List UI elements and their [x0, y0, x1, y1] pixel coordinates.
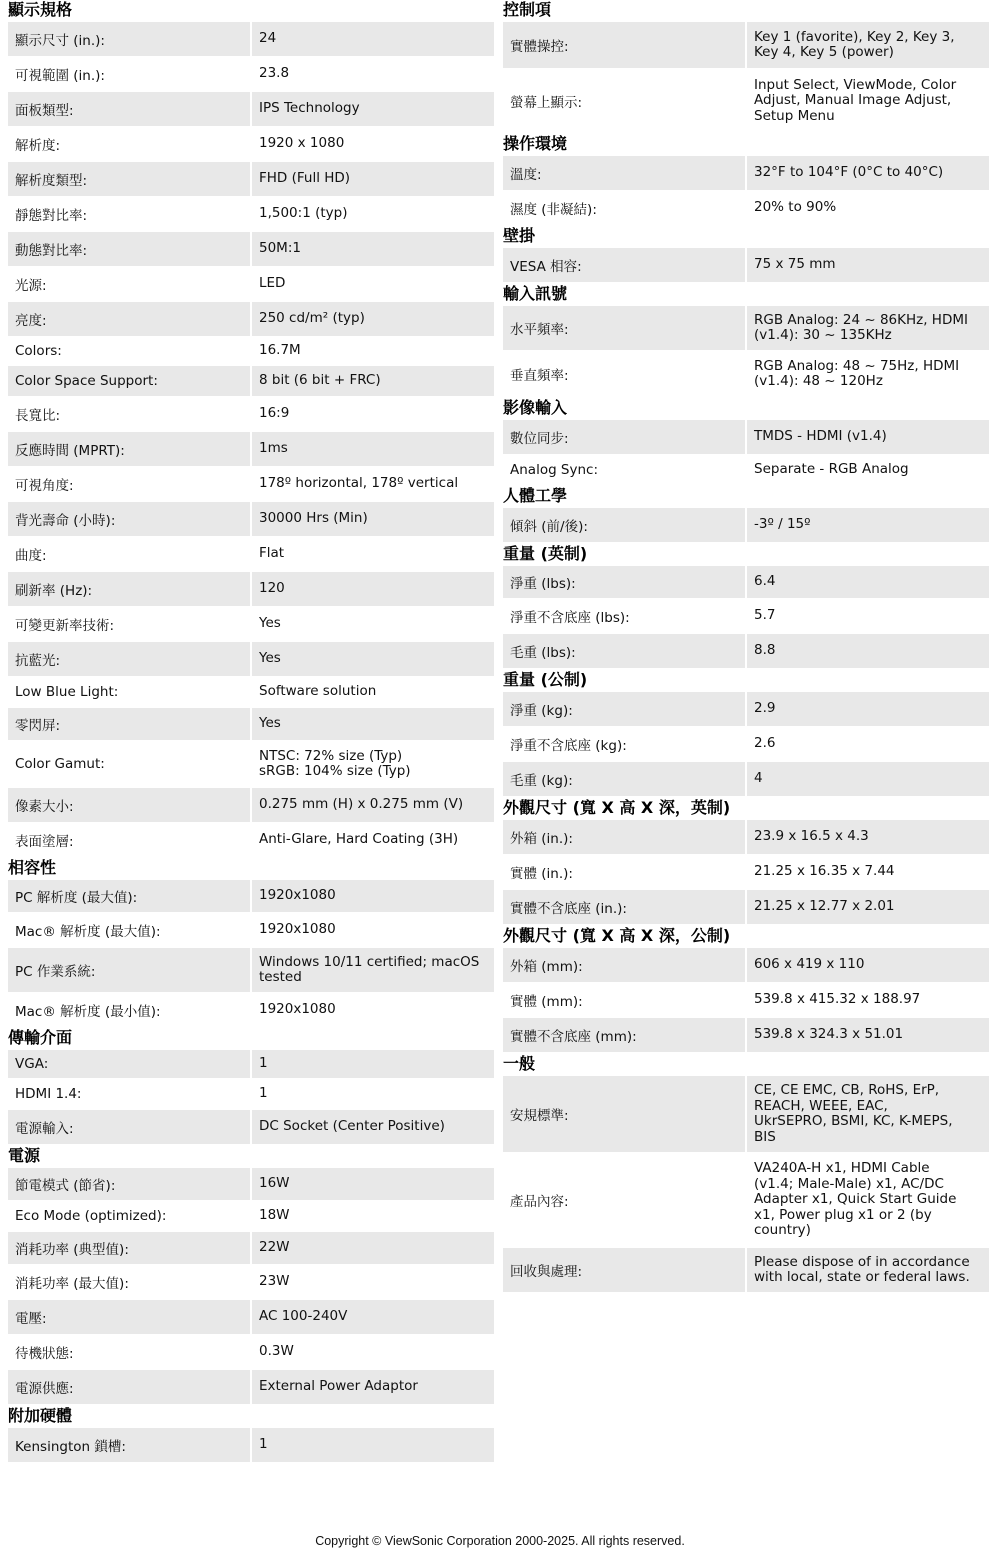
spec-value: Windows 10/11 certified; macOS tested: [259, 953, 480, 985]
spec-row: [8, 1168, 494, 1200]
spec-label: 回收與處理:: [503, 1248, 747, 1292]
spec-label: HDMI 1.4:: [15, 1086, 82, 1102]
spec-value: RGB Analog: 24 ~ 86KHz, HDMI (v1.4): 30 ~ 135KHz: [754, 311, 968, 343]
spec-value: AC 100-240V: [259, 1308, 348, 1325]
spec-row: [503, 22, 989, 68]
spec-row: [8, 742, 494, 786]
section-title: 傳輸介面: [8, 1028, 73, 1047]
spec-label: 解析度類型:: [8, 162, 252, 196]
spec-label: 溫度:: [503, 156, 747, 190]
spec-row: [8, 572, 494, 606]
spec-label: 淨重 (lbs):: [503, 566, 747, 598]
spec-row: [503, 1076, 989, 1152]
spec-row: [503, 456, 989, 484]
spec-value: Yes: [259, 615, 281, 632]
spec-label: 零閃屏:: [8, 708, 252, 740]
spec-value: -3º / 15º: [754, 516, 811, 533]
spec-label: Low Blue Light:: [15, 684, 119, 700]
spec-label: 電源供應:: [8, 1370, 252, 1404]
spec-value: External Power Adaptor: [259, 1378, 418, 1395]
spec-value: 8 bit (6 bit + FRC): [259, 372, 381, 389]
spec-row: [8, 788, 494, 822]
spec-row: [8, 198, 494, 230]
spec-label: 背光壽命 (小時):: [8, 502, 252, 536]
spec-row: [503, 600, 989, 632]
spec-value: 1920x1080: [259, 1001, 336, 1018]
spec-row: [8, 338, 494, 364]
spec-row: [503, 634, 989, 668]
section-title: 一般: [503, 1054, 536, 1073]
spec-label: 解析度:: [15, 138, 61, 154]
spec-value: 4: [754, 770, 763, 787]
spec-label: 面板類型:: [8, 92, 252, 126]
spec-label: 毛重 (kg):: [503, 762, 747, 796]
spec-label: 淨重不含底座 (lbs):: [510, 610, 630, 626]
spec-label: 像素大小:: [8, 788, 252, 822]
spec-label: 實體 (in.):: [510, 866, 573, 882]
copyright-footer: Copyright © ViewSonic Corporation 2000-2025. All rights reserved.: [315, 1534, 685, 1548]
section-title: 操作環境: [503, 134, 568, 153]
spec-label: 表面塗層:: [15, 834, 74, 850]
section-title: 輸入訊號: [503, 284, 568, 303]
spec-row: [8, 824, 494, 856]
spec-value: 0.275 mm (H) x 0.275 mm (V): [259, 796, 464, 813]
spec-row: [503, 692, 989, 726]
spec-value: Software solution: [259, 683, 377, 700]
spec-value: 23.9 x 16.5 x 4.3: [754, 828, 869, 845]
spec-row: [8, 302, 494, 336]
spec-value: 1: [259, 1055, 268, 1072]
spec-row: [8, 538, 494, 570]
spec-value: Separate - RGB Analog: [754, 461, 909, 478]
spec-row: [8, 128, 494, 160]
spec-value: 21.25 x 16.35 x 7.44: [754, 863, 895, 880]
spec-value: Input Select, ViewMode, Color Adjust, Manual Image Adjust, Setup Menu: [754, 76, 957, 124]
section-title: 相容性: [8, 858, 57, 877]
spec-value: 1: [259, 1085, 268, 1102]
spec-row: [503, 1154, 989, 1246]
spec-value: 16.7M: [259, 342, 301, 359]
spec-value: 0.3W: [259, 1343, 294, 1360]
spec-row: [8, 432, 494, 466]
spec-row: [8, 92, 494, 126]
spec-label: 產品內容:: [510, 1194, 569, 1210]
spec-label: Colors:: [15, 343, 62, 359]
spec-label: 亮度:: [8, 302, 252, 336]
spec-row: [8, 1110, 494, 1144]
spec-value: Flat: [259, 545, 285, 562]
spec-label: 數位同步:: [503, 420, 747, 454]
spec-label: 淨重不含底座 (kg):: [510, 738, 627, 754]
spec-row: [8, 58, 494, 90]
spec-row: [503, 156, 989, 190]
spec-value: 1,500:1 (typ): [259, 205, 348, 222]
spec-label: 電壓:: [8, 1300, 252, 1334]
spec-label: 靜態對比率:: [15, 208, 88, 224]
spec-row: [8, 468, 494, 500]
spec-value: 18W: [259, 1207, 290, 1224]
spec-value: 2.9: [754, 700, 776, 717]
spec-value: FHD (Full HD): [259, 170, 351, 187]
spec-label: 垂直頻率:: [510, 368, 569, 384]
spec-label: 螢幕上顯示:: [510, 95, 583, 111]
spec-label: 淨重 (kg):: [503, 692, 747, 726]
spec-label: 水平頻率:: [503, 306, 747, 350]
spec-row: [503, 1018, 989, 1052]
spec-value: 8.8: [754, 642, 776, 659]
spec-row: [503, 420, 989, 454]
spec-label: 實體不含底座 (mm):: [503, 1018, 747, 1052]
spec-value: 6.4: [754, 573, 776, 590]
spec-row: [8, 366, 494, 396]
spec-value: 539.8 x 324.3 x 51.01: [754, 1026, 904, 1043]
spec-value: 16W: [259, 1175, 290, 1192]
spec-row: [8, 914, 494, 946]
section-title: 影像輸入: [503, 398, 568, 417]
spec-value: Key 1 (favorite), Key 2, Key 3, Key 4, Key 5 (power): [754, 28, 955, 60]
spec-row: [8, 1428, 494, 1462]
spec-value: RGB Analog: 48 ~ 75Hz, HDMI (v1.4): 48 ~ 120Hz: [754, 357, 960, 389]
spec-row: [8, 1232, 494, 1264]
spec-label: Analog Sync:: [510, 462, 599, 478]
spec-value: Yes: [259, 650, 281, 667]
spec-label: 待機狀態:: [15, 1346, 74, 1362]
section-title: 電源: [8, 1146, 41, 1165]
spec-label: 抗藍光:: [8, 642, 252, 676]
spec-row: [8, 948, 494, 992]
spec-row: [503, 948, 989, 982]
spec-row: [8, 1080, 494, 1108]
spec-label: 實體 (mm):: [510, 994, 583, 1010]
spec-row: [8, 162, 494, 196]
spec-value: TMDS - HDMI (v1.4): [754, 428, 887, 445]
spec-row: [503, 306, 989, 350]
spec-label: 反應時間 (MPRT):: [8, 432, 252, 466]
spec-value: 32°F to 104°F (0°C to 40°C): [754, 164, 944, 181]
spec-value: 24: [259, 30, 277, 47]
spec-value: Please dispose of in accordance with local, state or federal laws.: [754, 1253, 970, 1285]
right-spec-column: [503, 0, 989, 1292]
spec-label: Eco Mode (optimized):: [15, 1208, 167, 1224]
spec-label: 節電模式 (節省):: [8, 1168, 252, 1200]
spec-row: [8, 1050, 494, 1078]
spec-label: 曲度:: [15, 548, 47, 564]
spec-label: VGA:: [8, 1050, 252, 1078]
spec-label: 實體不含底座 (in.):: [503, 890, 747, 924]
spec-value: 20% to 90%: [754, 199, 837, 216]
spec-row: [8, 708, 494, 740]
spec-row: [8, 1336, 494, 1368]
spec-value: VA240A-H x1, HDMI Cable (v1.4; Male-Male) x1, AC/DC Adapter x1, Quick Start Guide x1, Power plug x1 or 2 (by country): [754, 1160, 957, 1239]
spec-value: 1920x1080: [259, 921, 336, 938]
spec-row: [8, 642, 494, 676]
spec-value: Yes: [259, 715, 281, 732]
section-title: 附加硬體: [8, 1406, 73, 1425]
spec-row: [503, 856, 989, 888]
spec-row: [503, 192, 989, 224]
spec-label: 可變更新率技術:: [15, 618, 115, 634]
spec-row: [8, 1370, 494, 1404]
section-title: 人體工學: [503, 486, 568, 505]
spec-row: [503, 762, 989, 796]
spec-value: 23W: [259, 1273, 290, 1290]
spec-value: 1920 x 1080: [259, 135, 345, 152]
spec-row: [503, 890, 989, 924]
spec-label: Color Gamut:: [15, 756, 105, 772]
section-title: 外觀尺寸 (寬 X 高 X 深，英制): [503, 798, 731, 817]
spec-value: 23.8: [259, 65, 290, 82]
spec-row: [8, 1300, 494, 1334]
spec-row: [503, 820, 989, 854]
section-title: 壁掛: [503, 226, 536, 245]
spec-label: Kensington 鎖槽:: [8, 1428, 252, 1462]
spec-label: 濕度 (非凝結):: [510, 202, 597, 218]
spec-label: 安規標準:: [503, 1076, 747, 1152]
spec-value: 75 x 75 mm: [754, 256, 836, 273]
spec-value: 50M:1: [259, 240, 301, 257]
spec-value: 120: [259, 580, 285, 597]
spec-label: 毛重 (lbs):: [503, 634, 747, 668]
spec-value: 606 x 419 x 110: [754, 956, 865, 973]
spec-value: LED: [259, 275, 286, 292]
spec-value: Anti-Glare, Hard Coating (3H): [259, 831, 459, 848]
spec-value: DC Socket (Center Positive): [259, 1118, 445, 1135]
spec-label: 外箱 (mm):: [503, 948, 747, 982]
spec-row: [503, 248, 989, 282]
spec-row: [8, 678, 494, 706]
spec-row: [8, 398, 494, 430]
spec-row: [503, 508, 989, 542]
spec-row: [503, 352, 989, 396]
spec-row: [8, 22, 494, 56]
spec-label: VESA 相容:: [503, 248, 747, 282]
section-title: 顯示規格: [8, 0, 73, 19]
spec-label: 可視範圍 (in.):: [15, 68, 105, 84]
spec-label: 刷新率 (Hz):: [8, 572, 252, 606]
spec-label: 外箱 (in.):: [503, 820, 747, 854]
spec-value: CE, CE EMC, CB, RoHS, ErP, REACH, WEEE, EAC, UkrSEPRO, BSMI, KC, K-MEPS, BIS: [754, 1082, 953, 1145]
spec-row: [503, 728, 989, 760]
spec-label: 長寬比:: [15, 408, 61, 424]
spec-label: 傾斜 (前/後):: [503, 508, 747, 542]
spec-label: 電源輸入:: [8, 1110, 252, 1144]
spec-row: [8, 502, 494, 536]
spec-value: 1ms: [259, 440, 288, 457]
spec-value: 178º horizontal, 178º vertical: [259, 475, 459, 492]
spec-label: 消耗功率 (最大值):: [15, 1276, 129, 1292]
spec-value: 2.6: [754, 735, 776, 752]
section-title: 控制項: [503, 0, 552, 19]
spec-value: 22W: [259, 1239, 290, 1256]
left-spec-column: [8, 0, 494, 1462]
spec-value: 1920x1080: [259, 887, 336, 904]
spec-value: 250 cd/m² (typ): [259, 310, 365, 327]
spec-value: 1: [259, 1436, 268, 1453]
spec-value: 21.25 x 12.77 x 2.01: [754, 898, 895, 915]
spec-label: PC 作業系統:: [8, 948, 252, 992]
spec-row: [8, 994, 494, 1026]
spec-row: [503, 566, 989, 598]
spec-row: [8, 608, 494, 640]
spec-label: Mac® 解析度 (最小值):: [15, 1004, 161, 1020]
spec-label: 消耗功率 (典型值):: [8, 1232, 252, 1264]
spec-label: 光源:: [15, 278, 47, 294]
spec-label: 實體操控:: [503, 22, 747, 68]
spec-label: Mac® 解析度 (最大值):: [15, 924, 161, 940]
spec-row: [8, 232, 494, 266]
section-title: 重量 (公制): [503, 670, 588, 689]
spec-label: 顯示尺寸 (in.):: [8, 22, 252, 56]
spec-label: 動態對比率:: [8, 232, 252, 266]
spec-value: 5.7: [754, 607, 776, 624]
section-title: 重量 (英制): [503, 544, 588, 563]
spec-value: 30000 Hrs (Min): [259, 510, 368, 527]
spec-row: [8, 268, 494, 300]
spec-row: [8, 880, 494, 912]
spec-value: 539.8 x 415.32 x 188.97: [754, 991, 921, 1008]
spec-label: 可視角度:: [15, 478, 74, 494]
spec-row: [8, 1202, 494, 1230]
spec-row: [503, 70, 989, 132]
spec-row: [8, 1266, 494, 1298]
spec-label: Color Space Support:: [8, 366, 252, 396]
spec-value: NTSC: 72% size (Typ) sRGB: 104% size (Typ): [259, 747, 411, 779]
spec-row: [503, 1248, 989, 1292]
spec-row: [503, 984, 989, 1016]
spec-value: IPS Technology: [259, 100, 360, 117]
section-title: 外觀尺寸 (寬 X 高 X 深，公制): [503, 926, 731, 945]
spec-label: PC 解析度 (最大值):: [8, 880, 252, 912]
spec-value: 16:9: [259, 405, 290, 422]
